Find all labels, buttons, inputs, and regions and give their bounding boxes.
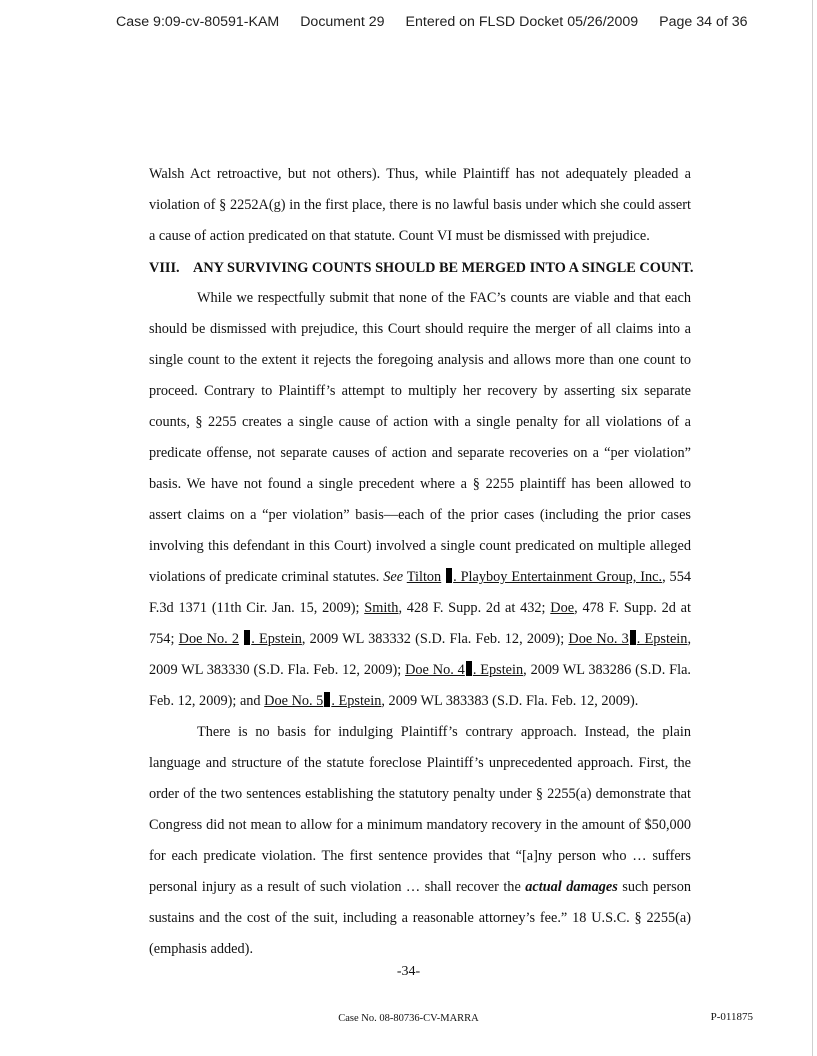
- citation-doe: Doe: [550, 600, 575, 616]
- footer-case-number: Case No. 08-80736-CV-MARRA: [338, 1013, 479, 1024]
- bates-number: P-011875: [710, 1011, 753, 1023]
- paragraph-2: [149, 283, 691, 717]
- citation-doe-5-reporter: , 2009 WL 383383 (S.D. Fla. Feb. 12, 2009).: [381, 693, 639, 709]
- citation-smith-reporter: , 428 F. Supp. 2d at 432;: [398, 600, 546, 616]
- citation-doe-reporter: , 478 F. Supp. 2d at 754;: [149, 600, 692, 647]
- citation-doe-4-party: . Epstein: [472, 662, 524, 678]
- citation-doe-4-reporter: , 2009 WL 383286 (S.D. Fla. Feb. 12, 2009); and: [149, 662, 691, 709]
- paragraph-3: [149, 717, 691, 965]
- header-case: Case 9:09-cv-80591-KAM: [116, 14, 280, 30]
- heading-number: VIII.: [149, 260, 180, 276]
- paragraph-2-intro: While we respectfully submit that none of the FAC’s counts are viable and that each should be dismissed with prejudice, this Court should require the merger of all claims into a single count to the extent it rejects the foregoing analysis and allows more than one count to proceed. Contrary to Plaintiff’s attempt to multiply her recovery by asserting six separate counts, § 2255 creates a single cause of action with a single penalty for all violations of a predicate offense, not separate causes of action and separate recoveries on a “per violation” basis. We have not found a single precedent where a § 2255 plaintiff has been allowed to assert claims on a “per violation” basis—each of the prior cases (including the prior cases involving this defendant in this Court) involved a single count predicated on multiple alleged violations of predicate criminal statutes.: [149, 290, 691, 585]
- section-heading: [149, 260, 709, 277]
- paragraph-3-end: such person sustains and the cost of the suit, including a reasonable attorney’s fee.” 18 U.S.C. § 2255(a) (emphasis added).: [149, 879, 691, 957]
- paragraph-1-text: Walsh Act retroactive, but not others). Thus, while Plaintiff has not adequately pleaded a violation of § 2252A(g) in the first place, there is no lawful basis under which she could assert a cause of action predicated on that statute. Count VI must be dismissed with prejudice.: [149, 166, 691, 244]
- citation-doe-3-party: . Epstein: [636, 631, 688, 647]
- header-document: Document 29: [300, 14, 385, 30]
- header-page: Page 34 of 36: [659, 14, 748, 30]
- see-signal: See: [383, 569, 404, 585]
- redaction-bar: [324, 692, 330, 707]
- citation-doe-2-reporter: , 2009 WL 383332 (S.D. Fla. Feb. 12, 2009);: [301, 631, 565, 647]
- citation-smith: Smith: [364, 600, 399, 616]
- redaction-bar: [244, 630, 250, 645]
- emphasis-actual-damages: actual damages: [525, 879, 618, 895]
- citation-doe-5-party: . Epstein: [331, 693, 382, 709]
- citation-doe-3: Doe No. 3: [568, 631, 629, 647]
- heading-text: ANY SURVIVING COUNTS SHOULD BE MERGED INTO A SINGLE COUNT.: [193, 260, 694, 276]
- redaction-bar: [466, 661, 472, 676]
- paragraph-merger: [149, 283, 691, 717]
- redaction-bar: [446, 568, 452, 583]
- citation-tilton: Tilton: [406, 569, 442, 585]
- docket-header: [116, 14, 765, 30]
- paragraph-continued: [149, 159, 691, 252]
- paragraph-3-text: There is no basis for indulging Plaintiff’s contrary approach. Instead, the plain language and structure of the statute foreclose Plaintiff’s unprecedented approach. First, the order of the two sentences establishing the statutory penalty under § 2255(a) demonstrate that Congress did not mean to allow for a minimum mandatory recovery in the amount of $50,000 for each predicate violation. The first sentence provides that “[a]ny person who … suffers personal injury as a result of such violation … shall recover the: [149, 724, 691, 895]
- header-entered: Entered on FLSD Docket 05/26/2009: [405, 14, 639, 30]
- page-edge-line: [812, 0, 813, 1056]
- paragraph-statute: [149, 717, 691, 965]
- citation-doe-4: Doe No. 4: [405, 662, 465, 678]
- citation-tilton-party: . Playboy Entertainment Group, Inc.: [453, 569, 663, 585]
- citation-tilton-reporter: , 554 F.3d 1371 (11th Cir. Jan. 15, 2009);: [149, 569, 691, 616]
- redaction-bar: [630, 630, 636, 645]
- citation-doe-5: Doe No. 5: [264, 693, 324, 709]
- page-number: -34-: [396, 964, 421, 979]
- citation-doe-3-reporter: , 2009 WL 383330 (S.D. Fla. Feb. 12, 2009);: [149, 631, 692, 678]
- citation-doe-2-party: . Epstein: [251, 631, 302, 647]
- citation-doe-2: Doe No. 2: [178, 631, 240, 647]
